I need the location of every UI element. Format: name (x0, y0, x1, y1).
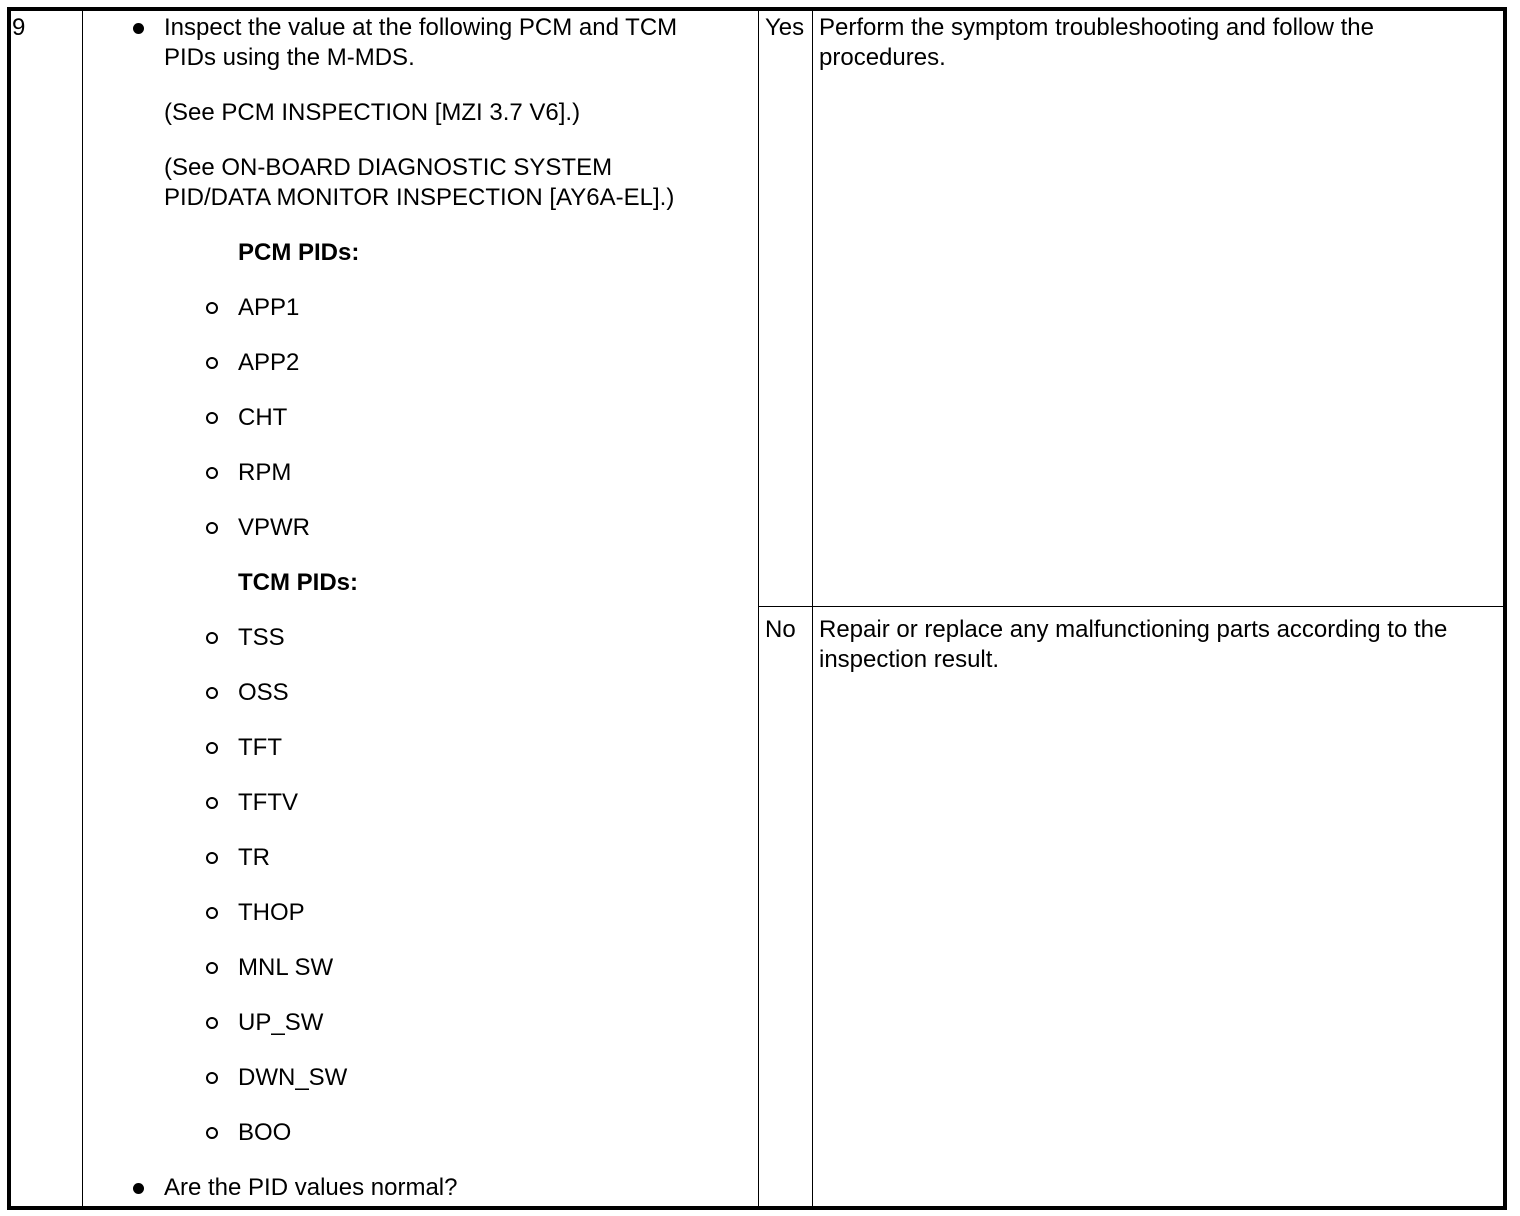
circle-bullet-icon (206, 1072, 218, 1084)
bullet-icon (133, 1183, 144, 1194)
pid-item: OSS (238, 679, 289, 706)
pid-item: TFTV (238, 789, 298, 816)
circle-bullet-icon (206, 797, 218, 809)
yes-label: Yes (765, 14, 805, 41)
circle-bullet-icon (206, 302, 218, 314)
reference-obd-line-1: (See ON-BOARD DIAGNOSTIC SYSTEM (164, 154, 613, 181)
pid-item: CHT (238, 404, 288, 431)
circle-bullet-icon (206, 357, 218, 369)
circle-bullet-icon (206, 522, 218, 534)
column-divider (82, 11, 83, 1210)
pid-item: TSS (238, 624, 285, 651)
yes-action-line-2: procedures. (819, 44, 946, 71)
bullet-icon (133, 23, 144, 34)
reference-pcm-inspection: (See PCM INSPECTION [MZI 3.7 V6].) (164, 99, 581, 126)
circle-bullet-icon (206, 907, 218, 919)
pid-item: RPM (238, 459, 292, 486)
circle-bullet-icon (206, 467, 218, 479)
circle-bullet-icon (206, 632, 218, 644)
pid-item: TR (238, 844, 270, 871)
circle-bullet-icon (206, 742, 218, 754)
no-action-line-2: inspection result. (819, 646, 1000, 673)
step-number: 9 (12, 14, 26, 41)
circle-bullet-icon (206, 852, 218, 864)
no-label: No (765, 616, 796, 643)
column-divider (812, 11, 813, 1210)
pid-item: THOP (238, 899, 305, 926)
pid-item: UP_SW (238, 1009, 324, 1036)
pid-item: BOO (238, 1119, 292, 1146)
circle-bullet-icon (206, 1127, 218, 1139)
circle-bullet-icon (206, 1017, 218, 1029)
circle-bullet-icon (206, 412, 218, 424)
tcm-pids-heading: TCM PIDs: (238, 569, 358, 596)
pcm-pids-heading: PCM PIDs: (238, 239, 360, 266)
reference-obd-line-2: PID/DATA MONITOR INSPECTION [AY6A-EL].) (164, 184, 675, 211)
circle-bullet-icon (206, 962, 218, 974)
pid-item: DWN_SW (238, 1064, 348, 1091)
pid-item: APP1 (238, 294, 300, 321)
pid-item: MNL SW (238, 954, 334, 981)
yes-action-line-1: Perform the symptom troubleshooting and follow the (819, 14, 1374, 41)
column-divider (758, 11, 759, 1210)
question-text: Are the PID values normal? (164, 1174, 458, 1201)
instruction-line-2: PIDs using the M-MDS. (164, 44, 415, 71)
pid-item: TFT (238, 734, 282, 761)
row-divider (758, 606, 1507, 607)
pid-item: APP2 (238, 349, 300, 376)
circle-bullet-icon (206, 687, 218, 699)
instruction-line-1: Inspect the value at the following PCM and TCM (164, 14, 678, 41)
no-action-line-1: Repair or replace any malfunctioning parts according to the (819, 616, 1448, 643)
pid-item: VPWR (238, 514, 310, 541)
